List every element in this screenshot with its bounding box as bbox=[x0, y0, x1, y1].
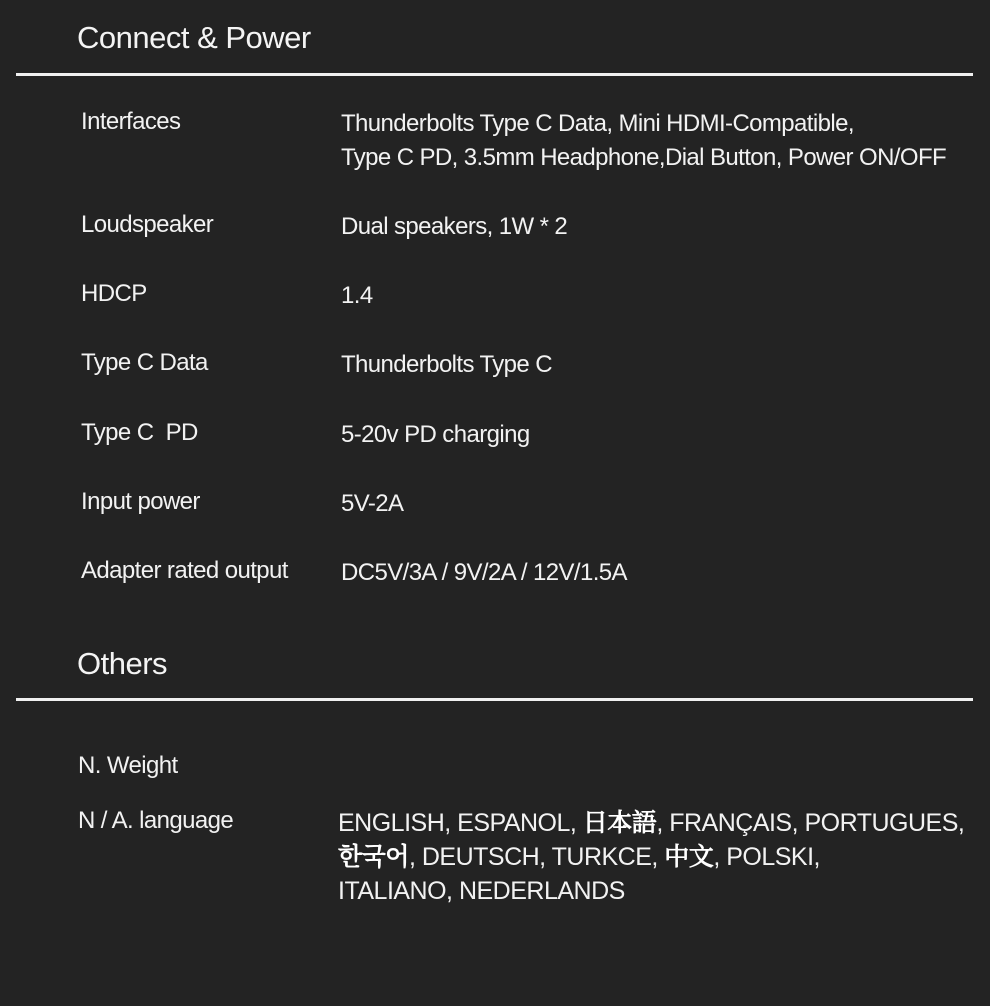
section-title-others: Others bbox=[77, 646, 168, 681]
spec-label-hdcp: HDCP bbox=[81, 280, 147, 307]
language-text-chinese: 中文 bbox=[664, 843, 714, 871]
spec-value-interfaces-line2: Type C PD, 3.5mm Headphone,Dial Button, Power ON/OFF bbox=[341, 144, 947, 171]
spec-label-loudspeaker: Loudspeaker bbox=[81, 211, 214, 238]
section-title-connect-power: Connect & Power bbox=[77, 20, 311, 55]
spec-value-type-c-pd: 5-20v PD charging bbox=[341, 421, 530, 448]
spec-value-type-c-data: Thunderbolts Type C bbox=[341, 351, 552, 378]
spec-label-interfaces: Interfaces bbox=[81, 108, 181, 135]
spec-value-interfaces-line1: Thunderbolts Type C Data, Mini HDMI-Compatible, bbox=[341, 110, 854, 137]
language-text: ENGLISH, ESPANOL, bbox=[338, 809, 583, 837]
spec-label-input-power: Input power bbox=[81, 488, 200, 515]
spec-label-adapter-output: Adapter rated output bbox=[81, 557, 288, 584]
language-text-japanese: 日本語 bbox=[582, 809, 657, 837]
spec-label-language: N / A. language bbox=[78, 807, 234, 834]
spec-value-languages bbox=[338, 806, 983, 908]
section-divider bbox=[16, 73, 973, 76]
spec-value-hdcp: 1.4 bbox=[341, 282, 373, 309]
spec-value-input-power: 5V-2A bbox=[341, 490, 404, 517]
language-text: , FRANÇAIS, PORTUGUES, bbox=[656, 809, 965, 837]
languages-line bbox=[338, 806, 983, 840]
language-text: , DEUTSCH, TURKCE, bbox=[408, 843, 665, 871]
languages-line bbox=[338, 840, 983, 874]
spec-value-loudspeaker: Dual speakers, 1W * 2 bbox=[341, 213, 568, 240]
spec-label-type-c-data: Type C Data bbox=[81, 349, 208, 376]
spec-label-type-c-pd: Type C PD bbox=[81, 419, 198, 446]
section-divider bbox=[16, 698, 973, 701]
spec-label-weight: N. Weight bbox=[78, 752, 178, 779]
spec-value-adapter-output: DC5V/3A / 9V/2A / 12V/1.5A bbox=[341, 559, 627, 586]
language-text: , POLSKI, bbox=[713, 843, 820, 871]
language-text-korean: 한국어 bbox=[338, 843, 409, 871]
languages-line: ITALIANO, NEDERLANDS bbox=[338, 877, 625, 905]
